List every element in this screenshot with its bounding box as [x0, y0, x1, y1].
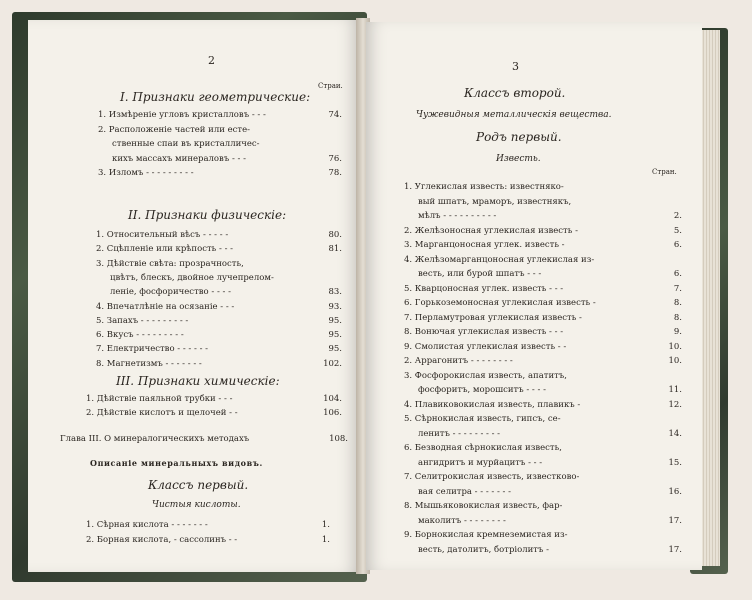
toc-line: 7. Селитрокислая известь, известково-: [404, 472, 580, 482]
toc-line: леніе, фосфоричество - - - -: [110, 287, 231, 298]
page-ref: 76.: [328, 153, 342, 164]
page-ref: 6.: [673, 269, 682, 279]
toc-line: 2. Дѣйствіе кислотъ и щелочей - -: [86, 408, 238, 418]
chapter-line: Глава III. О минералогическихъ методахъ: [60, 434, 250, 444]
page-ref: 8.: [673, 312, 682, 323]
page-ref: 7.: [673, 283, 682, 294]
page-ref: 95.: [328, 330, 342, 341]
toc-line: 1. Относительный вѣсъ - - - - -: [96, 230, 229, 240]
page-ref: 74.: [328, 110, 342, 120]
genus-heading: Родъ первый.: [476, 130, 562, 144]
toc-line: 6. Безводная сѣрнокислая известь,: [404, 443, 562, 453]
toc-line: весть, датолитъ, ботріолитъ -: [418, 544, 549, 555]
page-ref: 1.: [321, 520, 330, 530]
toc-line: ственные спаи въ кристалличес-: [112, 139, 260, 149]
page-column-label: Страи.: [318, 82, 343, 90]
page-ref: 17.: [668, 544, 682, 555]
toc-line: 2. Аррагонитъ - - - - - - - -: [404, 356, 513, 366]
page-ref: 95.: [328, 344, 342, 355]
toc-line: 9. Смолистая углекислая известь - -: [404, 341, 567, 352]
right-page: [366, 22, 702, 570]
page-ref: 93.: [328, 301, 342, 312]
page-ref: 10.: [668, 356, 682, 366]
page-ref: 11.: [668, 385, 682, 395]
page-ref: 80.: [328, 230, 342, 240]
section-heading: III. Признаки химическіе:: [116, 374, 280, 388]
toc-line: 6. Горькоземоносная углекислая известь -: [404, 298, 596, 308]
toc-line: 9. Борнокислая кремнеземистая из-: [404, 530, 568, 540]
section-heading: Описаніе минеральныхъ видовъ.: [90, 458, 263, 468]
class-heading: Классъ первый.: [148, 478, 249, 492]
page-ref: 14.: [668, 428, 682, 439]
toc-line: цвѣтъ, блескъ, двойное лучепрелом-: [110, 272, 274, 283]
toc-line: 1. Углекислая известь: известняко-: [404, 182, 564, 192]
page-ref: 102.: [323, 358, 342, 369]
page-number: 3: [512, 60, 519, 73]
page-column-label: Стран.: [652, 168, 677, 176]
page-ref: 12.: [668, 399, 682, 410]
page-ref: 16.: [668, 486, 682, 497]
page-ref: 2.: [673, 211, 682, 221]
section-heading: I. Признаки геометрические:: [120, 90, 311, 104]
toc-line: вая селитра - - - - - - -: [418, 486, 512, 497]
page-ref: 106.: [323, 408, 342, 418]
toc-line: вый шпатъ, мраморъ, известнякъ,: [418, 196, 572, 207]
page-ref: 9.: [673, 327, 682, 337]
page-ref: 8.: [673, 298, 682, 308]
toc-line: 2. Расположеніе частей или есте-: [98, 124, 250, 135]
page-ref: 95.: [328, 315, 342, 326]
toc-line: 5. Запахъ - - - - - - - - -: [96, 315, 189, 326]
toc-line: 1. Измѣреніе угловъ кристалловъ - - -: [98, 110, 266, 120]
toc-line: 5. Сѣрнокислая известь, гипсъ, се-: [404, 414, 561, 424]
toc-line: фосфоритъ, морошситъ - - - -: [418, 385, 546, 395]
toc-line: 8. Магнетизмъ - - - - - - -: [96, 358, 202, 369]
toc-line: 4. Впечатлѣніе на осязаніе - - -: [96, 301, 235, 312]
left-page: [28, 20, 358, 572]
toc-line: 2. Борная кислота, - сассолинъ - -: [86, 534, 238, 545]
page-ref: 104.: [323, 394, 342, 404]
toc-line: 1. Дѣйствіе паяльной трубки - - -: [86, 394, 233, 404]
page-ref: 78.: [328, 168, 342, 178]
toc-line: 3. Изломъ - - - - - - - - -: [98, 168, 194, 178]
toc-line: 3. Фосфорокислая известь, апатитъ,: [404, 370, 567, 381]
page-ref: 10.: [668, 341, 682, 352]
section-heading: II. Признаки физическіе:: [128, 208, 287, 222]
page-number: 2: [208, 54, 215, 67]
toc-line: кихъ массахъ минераловъ - - -: [112, 153, 246, 164]
toc-line: мѣлъ - - - - - - - - - -: [418, 211, 497, 221]
page-ref: 1.: [321, 534, 330, 545]
toc-line: весть, или бурой шпатъ - - -: [418, 269, 542, 279]
page-ref: 108.: [329, 434, 348, 444]
toc-line: 6. Вкусъ - - - - - - - - -: [96, 330, 184, 341]
toc-line: 8. Мышьяковокислая известь, фар-: [404, 501, 563, 511]
subheading: Известь.: [496, 154, 541, 164]
page-ref: 81.: [328, 244, 342, 255]
subheading: Чужевидныя металлическія вещества.: [416, 110, 612, 120]
subheading: Чистыя кислоты.: [152, 500, 241, 510]
toc-line: 7. Перламутровая углекислая известь -: [404, 312, 582, 323]
page-ref: 83.: [328, 287, 342, 298]
toc-line: 7. Електричество - - - - - -: [96, 344, 209, 355]
toc-line: маколитъ - - - - - - - -: [418, 515, 506, 526]
toc-line: ангидритъ и мурйацитъ - - -: [418, 457, 543, 468]
toc-line: 2. Желѣзоносная углекислая известь -: [404, 225, 578, 236]
toc-line: 8. Вонючая углекислая известь - - -: [404, 327, 564, 337]
toc-line: 3. Марганцоносная углек. известь -: [404, 240, 565, 250]
page-ref: 5.: [673, 225, 682, 236]
toc-line: 4. Плавиковокислая известь, плавикъ -: [404, 399, 581, 410]
page-ref: 17.: [668, 515, 682, 526]
toc-line: 2. Сцѣпленіе или крѣпость - - -: [96, 244, 234, 255]
toc-line: 5. Кварцоносная углек. известь - - -: [404, 283, 564, 294]
page-ref: 15.: [668, 457, 682, 468]
toc-line: 4. Желѣзомарганцоносная углекислая из-: [404, 254, 595, 265]
class-heading: Классъ второй.: [464, 86, 566, 100]
toc-line: 3. Дѣйствіе свѣта: прозрачность,: [96, 258, 244, 269]
toc-line: 1. Сѣрная кислота - - - - - - -: [86, 520, 208, 530]
page-ref: 6.: [673, 240, 682, 250]
toc-line: ленитъ - - - - - - - - -: [418, 428, 501, 439]
